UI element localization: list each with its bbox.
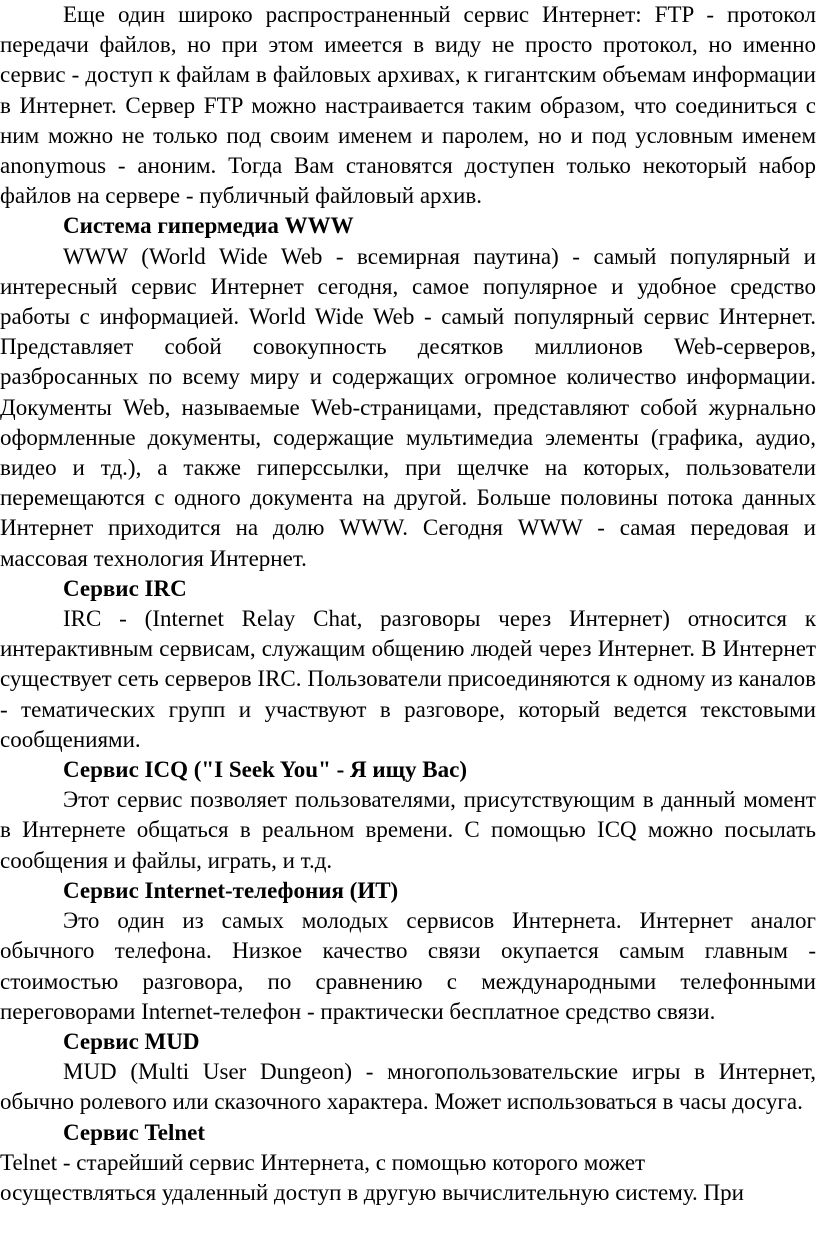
paragraph-icq: Этот сервис позволяет пользователями, присутствующим в данный момент в Интернете общаться в реальном времени. С помощью ICQ можно посылать сообщения и файлы, играть, и т.д. xyxy=(0,787,816,873)
heading-icq: Сервис ICQ ("I Seek You" - Я ищу Вас) xyxy=(63,757,468,783)
heading-mud: Сервис MUD xyxy=(63,1028,200,1054)
paragraph-mud: MUD (Multi User Dungeon) - многопользовательские игры в Интернет, обычно ролевого или сказочного характера. Может использоваться в часы досуга. xyxy=(0,1059,816,1115)
heading-internet-telephony: Сервис Internet-телефония (ИТ) xyxy=(63,877,399,903)
paragraph-telnet-line-2: осуществляться удаленный доступ в другую вычислительную систему. При xyxy=(0,1179,744,1205)
paragraph-telnet-line-1: Telnet - старейший сервис Интернета, с помощью которого может xyxy=(0,1149,646,1175)
heading-irc: Сервис IRC xyxy=(63,575,187,601)
heading-telnet: Сервис Telnet xyxy=(63,1119,206,1145)
paragraph-internet-telephony: Это один из самых молодых сервисов Интернета. Интернет аналог обычного телефона. Низкое качество связи окупается самым главным - стоимостью разговора, по сравнению с международными телефонными переговорами Internet-телефон - практически бесплатное средство связи. xyxy=(0,908,816,1024)
paragraph-ftp: Еще один широко распространенный сервис Интернет: FTP - протокол передачи файлов, но при этом имеется в виду не просто протокол, но именно сервис - доступ к файлам в файловых архивах, к гигантским объемам информации в Интернет. Сервер FTP можно настраивается таким образом, что соединиться с ним можно не только под своим именем и паролем, но и под условным именем anonymous - аноним. Тогда Вам становятся доступен только некоторый набор файлов на сервере - публичный файловый архив. xyxy=(0,2,816,209)
paragraph-www: WWW (World Wide Web - всемирная паутина) - самый популярный и интересный сервис Интернет сегодня, самое популярное и удобное средство работы с информацией. World Wide Web - самый популярный сервис Интернет. Представляет собой совокупность десятков миллионов Web-серверов, разбросанных по всему миру и содержащих огромное количество информации. Документы Web, называемые Web-страницами, представляют собой журнально оформленные документы, содержащие мультимедиа элементы (графика, аудио, видео и тд.), а также гиперссылки, при щелчке на которых, пользователи перемещаются с одного документа на другой. Больше половины потока данных Интернет приходится на долю WWW. Сегодня WWW - самая передовая и массовая технология Интернет. xyxy=(0,243,816,571)
paragraph-irc: IRC - (Internet Relay Chat, разговоры через Интернет) относится к интерактивным сервисам, служащим общению людей через Интернет. В Интернет существует сеть серверов IRC. Пользователи присоединяются к одному из каналов - тематических групп и участвуют в разговоре, который ведется текстовыми сообщениями. xyxy=(0,606,816,752)
heading-www: Система гипермедиа WWW xyxy=(63,213,354,239)
